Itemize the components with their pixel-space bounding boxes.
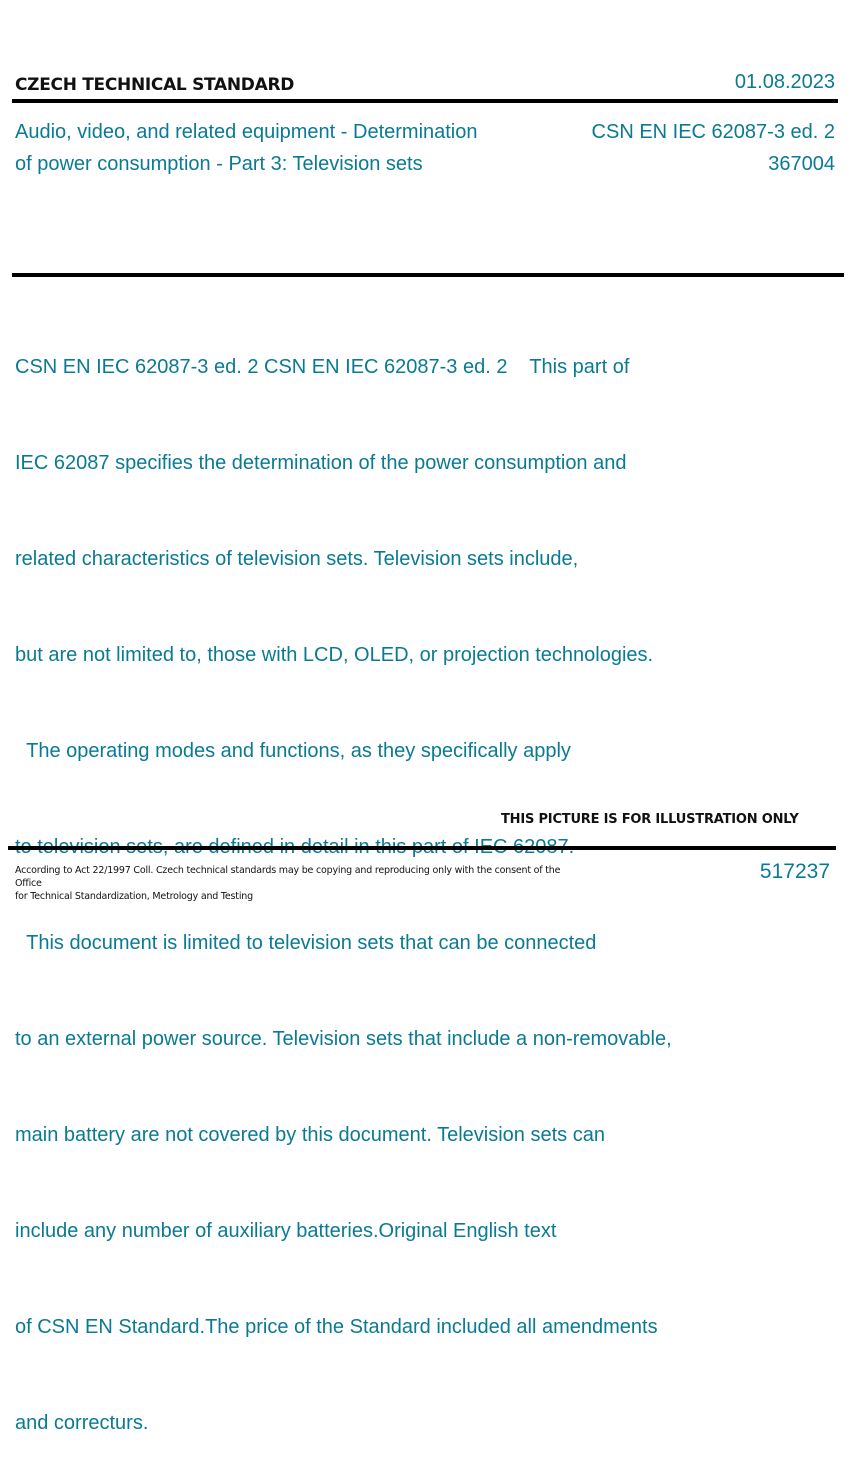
legal-notice-line-2: for Technical Standardization, Metrology and Testing [15,891,253,902]
abstract-line: include any number of auxiliary batteries.Original English text [15,1220,557,1242]
catalog-number: 517237 [759,860,830,883]
standard-title [15,116,535,180]
header-divider [12,99,838,103]
abstract-line: CSN EN IEC 62087-3 ed. 2 CSN EN IEC 62087-3 ed. 2 This part of [15,356,630,378]
abstract-line: IEC 62087 specifies the determination of the power consumption and [15,452,627,474]
abstract-line: This document is limited to television sets that can be connected [15,932,597,954]
standard-title-line-2: of power consumption - Part 3: Television sets [15,153,423,175]
abstract-line: to an external power source. Television sets that include a non-removable, [15,1028,672,1050]
illustration-disclaimer: THIS PICTURE IS FOR ILLUSTRATION ONLY [501,812,799,827]
title-divider [12,273,844,277]
classification-code: 367004 [768,153,835,175]
abstract-line: main battery are not covered by this document. Television sets can [15,1124,605,1146]
document-type-label: CZECH TECHNICAL STANDARD [15,75,295,95]
legal-notice [15,864,585,903]
standard-designation: CSN EN IEC 62087-3 ed. 2 [591,121,835,143]
standard-identifiers [592,116,835,180]
abstract-line: of CSN EN Standard.The price of the Standard included all amendments [15,1316,658,1338]
footer-divider [8,846,836,850]
abstract-line: and correcturs. [15,1412,149,1434]
abstract-line: but are not limited to, those with LCD, OLED, or projection technologies. [15,644,654,666]
publication-date: 01.08.2023 [734,71,835,93]
abstract-line: The operating modes and functions, as they specifically apply [15,740,571,762]
abstract-line: related characteristics of television sets. Television sets include, [15,548,579,570]
legal-notice-line-1: According to Act 22/1997 Coll. Czech technical standards may be copying and reproducing only with the consent of the Office [15,865,561,889]
standard-title-line-1: Audio, video, and related equipment - Determination [15,121,478,143]
